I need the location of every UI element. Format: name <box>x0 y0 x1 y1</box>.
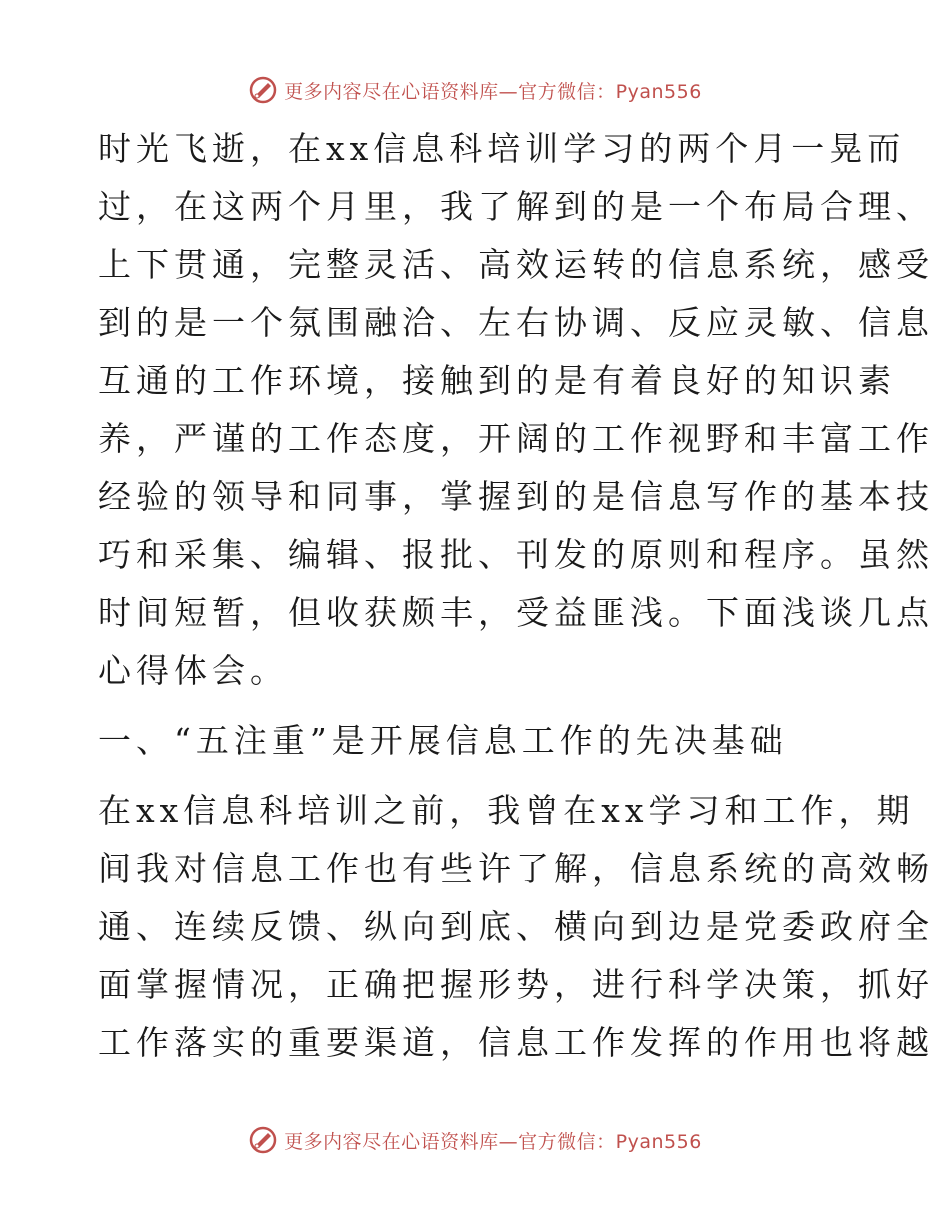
text-line: 面掌握情况，正确把握形势，进行科学决策，抓好 <box>98 965 934 1004</box>
text-line: 心得体会。 <box>98 651 288 690</box>
header-banner <box>0 70 950 110</box>
spacer <box>98 770 858 782</box>
logo-icon <box>248 1125 278 1155</box>
text-line: 上下贯通，完整灵活、高效运转的信息系统，感受 <box>98 245 934 284</box>
text-line: 间我对信息工作也有些许了解，信息系统的高效畅 <box>98 849 934 888</box>
banner-handle: Pyan556 <box>615 80 702 103</box>
section-heading: 一、“五注重”是开展信息工作的先决基础 <box>98 721 788 760</box>
text-line: 经验的领导和同事，掌握到的是信息写作的基本技 <box>98 477 934 516</box>
footer-banner <box>0 1120 950 1160</box>
logo-icon <box>248 75 278 105</box>
text-line: 时间短暂，但收获颇丰，受益匪浅。下面浅谈几点 <box>98 593 934 632</box>
spacer <box>98 700 858 712</box>
text-line: 养，严谨的工作态度，开阔的工作视野和丰富工作 <box>98 419 934 458</box>
text-line: 在xx信息科培训之前，我曾在xx学习和工作，期 <box>98 791 915 830</box>
text-line: 时光飞逝，在xx信息科培训学习的两个月一晃而 <box>98 129 906 168</box>
text-line: 工作落实的重要渠道，信息工作发挥的作用也将越 <box>98 1023 934 1062</box>
document-body <box>98 120 934 1072</box>
banner-text <box>284 77 702 104</box>
banner-text-cn: 更多内容尽在心语资料库—官方微信： <box>284 80 616 103</box>
text-line: 巧和采集、编辑、报批、刊发的原则和程序。虽然 <box>98 535 934 574</box>
text-line: 过，在这两个月里，我了解到的是一个布局合理、 <box>98 187 934 226</box>
text-line: 到的是一个氛围融洽、左右协调、反应灵敏、信息 <box>98 303 934 342</box>
paragraph-1 <box>98 120 934 700</box>
banner-text <box>284 1127 702 1154</box>
paragraph-2 <box>98 782 934 1072</box>
text-line: 互通的工作环境，接触到的是有着良好的知识素 <box>98 361 896 400</box>
text-line: 通、连续反馈、纵向到底、横向到边是党委政府全 <box>98 907 934 946</box>
banner-text-cn: 更多内容尽在心语资料库—官方微信： <box>284 1130 616 1153</box>
banner-handle: Pyan556 <box>615 1130 702 1153</box>
